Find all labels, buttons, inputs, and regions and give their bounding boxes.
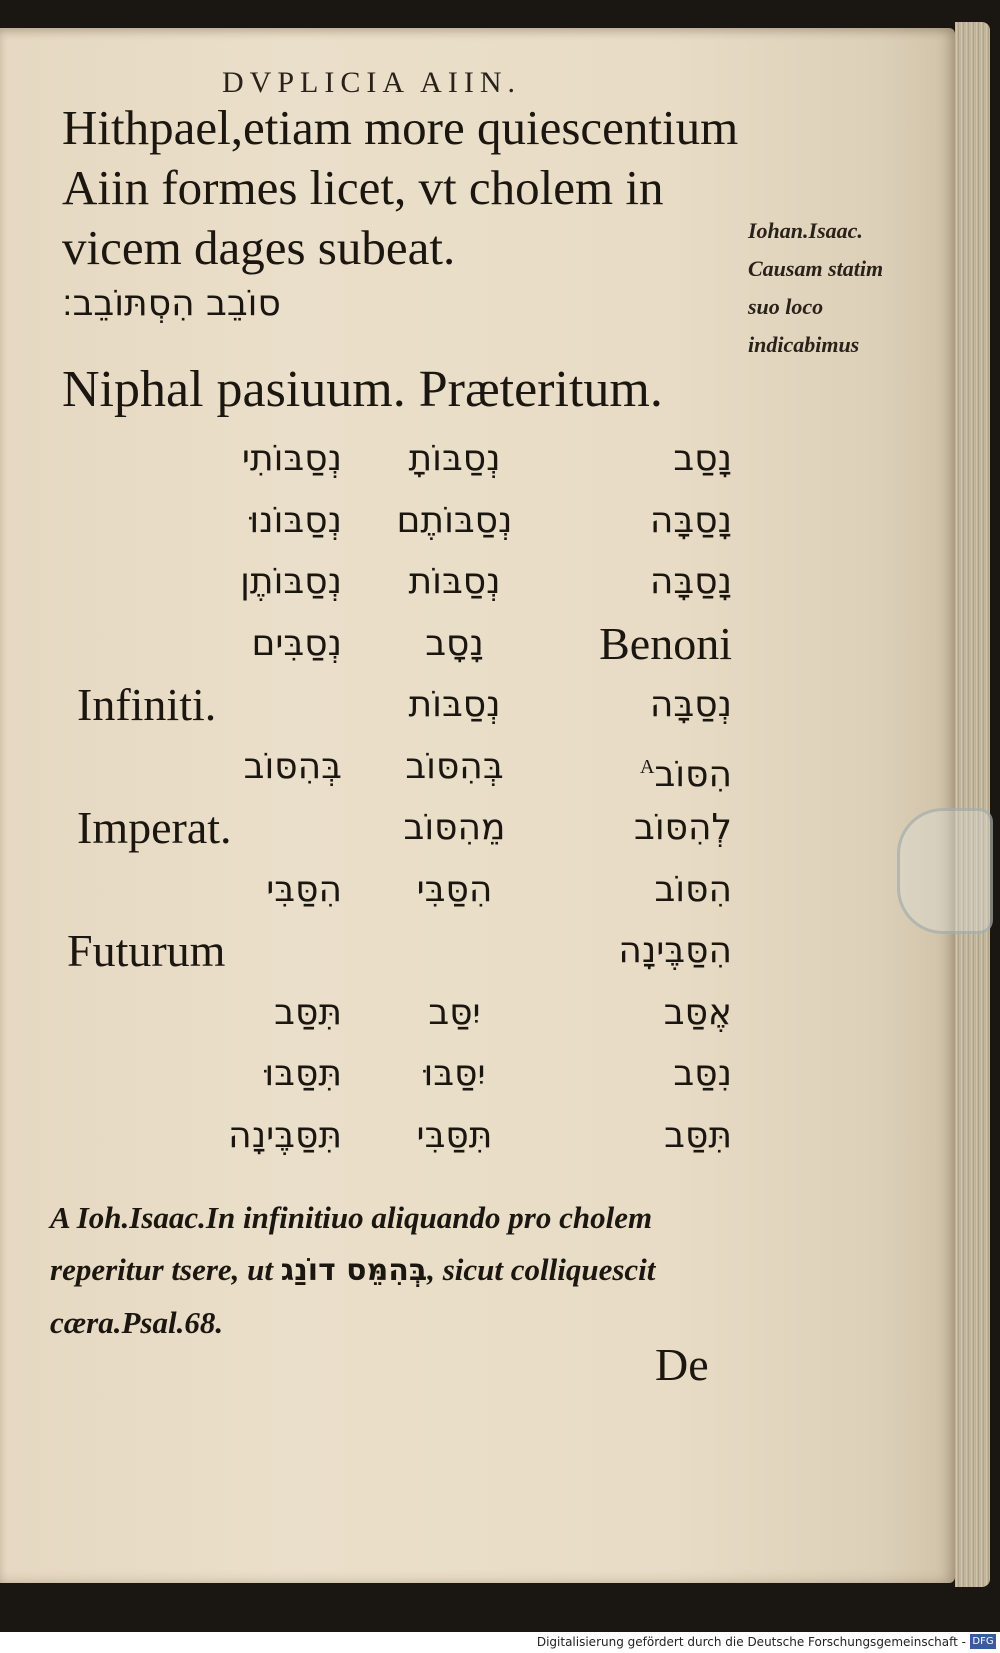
table-row: [62, 553, 732, 615]
footnote-hebrew: בְּהִמֵּס דוֹנַג: [280, 1253, 428, 1288]
form-left: נְסַבּוֹנוּ: [249, 499, 342, 541]
form-right: הִסּוֹב$^A$: [640, 753, 732, 795]
form-left: נְסַבּוֹתֶן: [240, 561, 342, 602]
form-left: תִּסַּבֶּינָה: [228, 1114, 342, 1156]
table-row: [62, 922, 732, 984]
section-heading: Niphal pasiuum. Præteritum.: [62, 361, 663, 418]
form-left: נְסַבּוֹתִי: [241, 438, 342, 479]
form-left: תִּסַּבּוּ: [264, 1053, 342, 1094]
form-right: נָסַבָּה: [649, 561, 732, 602]
form-right: תִּסַּב: [664, 1114, 732, 1156]
dfg-credit: Digitalisierung gefördert durch die Deutsche Forschungsgemeinschaft -: [536, 1635, 966, 1649]
conjugation-table: [62, 430, 732, 1168]
hebrew-example: סוֹבֵב הִסְתּוֹבֵב׃: [62, 283, 281, 324]
plastic-clip: [897, 808, 993, 934]
footnote: [50, 1192, 735, 1349]
running-head: DVPLICIA AIIN.: [222, 66, 521, 99]
form-mid: הִסַּבִּי: [416, 868, 493, 910]
form-mid: נְסַבּוֹת: [408, 561, 501, 602]
margin-note: Iohan.Isaac. Causam statim suo loco indicabimus: [748, 218, 884, 357]
form-right: נִסַּב: [673, 1053, 732, 1094]
table-row: [62, 738, 732, 800]
table-row: [62, 615, 732, 677]
footnote-marker: A: [640, 755, 655, 778]
form-left: נְסַבִּים: [251, 622, 342, 664]
form-right: הִסַּבֶּינָה: [618, 930, 732, 971]
form-right: לְהִסּוֹב: [634, 807, 732, 848]
form-left: בְּהִסּוֹב: [243, 745, 342, 787]
form-right: אֶסַּב: [663, 991, 732, 1033]
form-mid: נְסַבּוֹתָ: [408, 438, 501, 479]
page-fore-edge: [955, 22, 990, 1587]
form-right: הִסּוֹב: [654, 868, 732, 910]
form-mid: נָסָב: [425, 622, 484, 664]
label-imperat: Imperat.: [77, 802, 232, 853]
table-row: [62, 492, 732, 554]
table-row: [62, 799, 732, 861]
footnote-tail: , sicut colliquescit cæra.Psal.68.: [50, 1252, 656, 1340]
table-row: [62, 1107, 732, 1169]
form-mid: נְסַבּוֹתֶם: [396, 499, 513, 541]
form-mid: בְּהִסּוֹב: [405, 745, 504, 787]
label-infiniti: Infiniti.: [77, 679, 217, 730]
label-benoni: Benoni: [599, 617, 732, 669]
form-right: נְסַבָּה: [649, 684, 732, 725]
dfg-logo-icon: DFG: [970, 1634, 996, 1649]
form-left: תִּסַּב: [274, 991, 342, 1033]
footnote-lead: A Ioh.Isaac.In infinitiuo aliquando pro cholem reperitur tsere, ut: [50, 1200, 653, 1287]
form-left: הִסַּבִּי: [266, 868, 342, 910]
form-right: נָסַבָּה: [649, 499, 732, 541]
body-paragraph: Hithpael,etiam more quiescentium Aiin formes licet, vt cholem in vicem dages subeat.: [62, 100, 739, 275]
label-futurum: Futurum: [67, 925, 226, 976]
form-right: נָסַב: [673, 438, 732, 479]
form-mid: יִסַּב: [428, 991, 481, 1033]
catchword: De: [655, 1339, 709, 1390]
table-row: [62, 1045, 732, 1107]
table-row: [62, 984, 732, 1046]
form-mid: יִסַּבּוּ: [423, 1053, 486, 1094]
form-mid: תִּסַּבִּי: [416, 1114, 493, 1156]
table-row: [62, 861, 732, 923]
form-mid: מֵהִסּוֹב: [403, 807, 506, 848]
table-row: [62, 676, 732, 738]
form-mid: נְסַבּוֹת: [408, 684, 501, 725]
table-row: [62, 430, 732, 492]
